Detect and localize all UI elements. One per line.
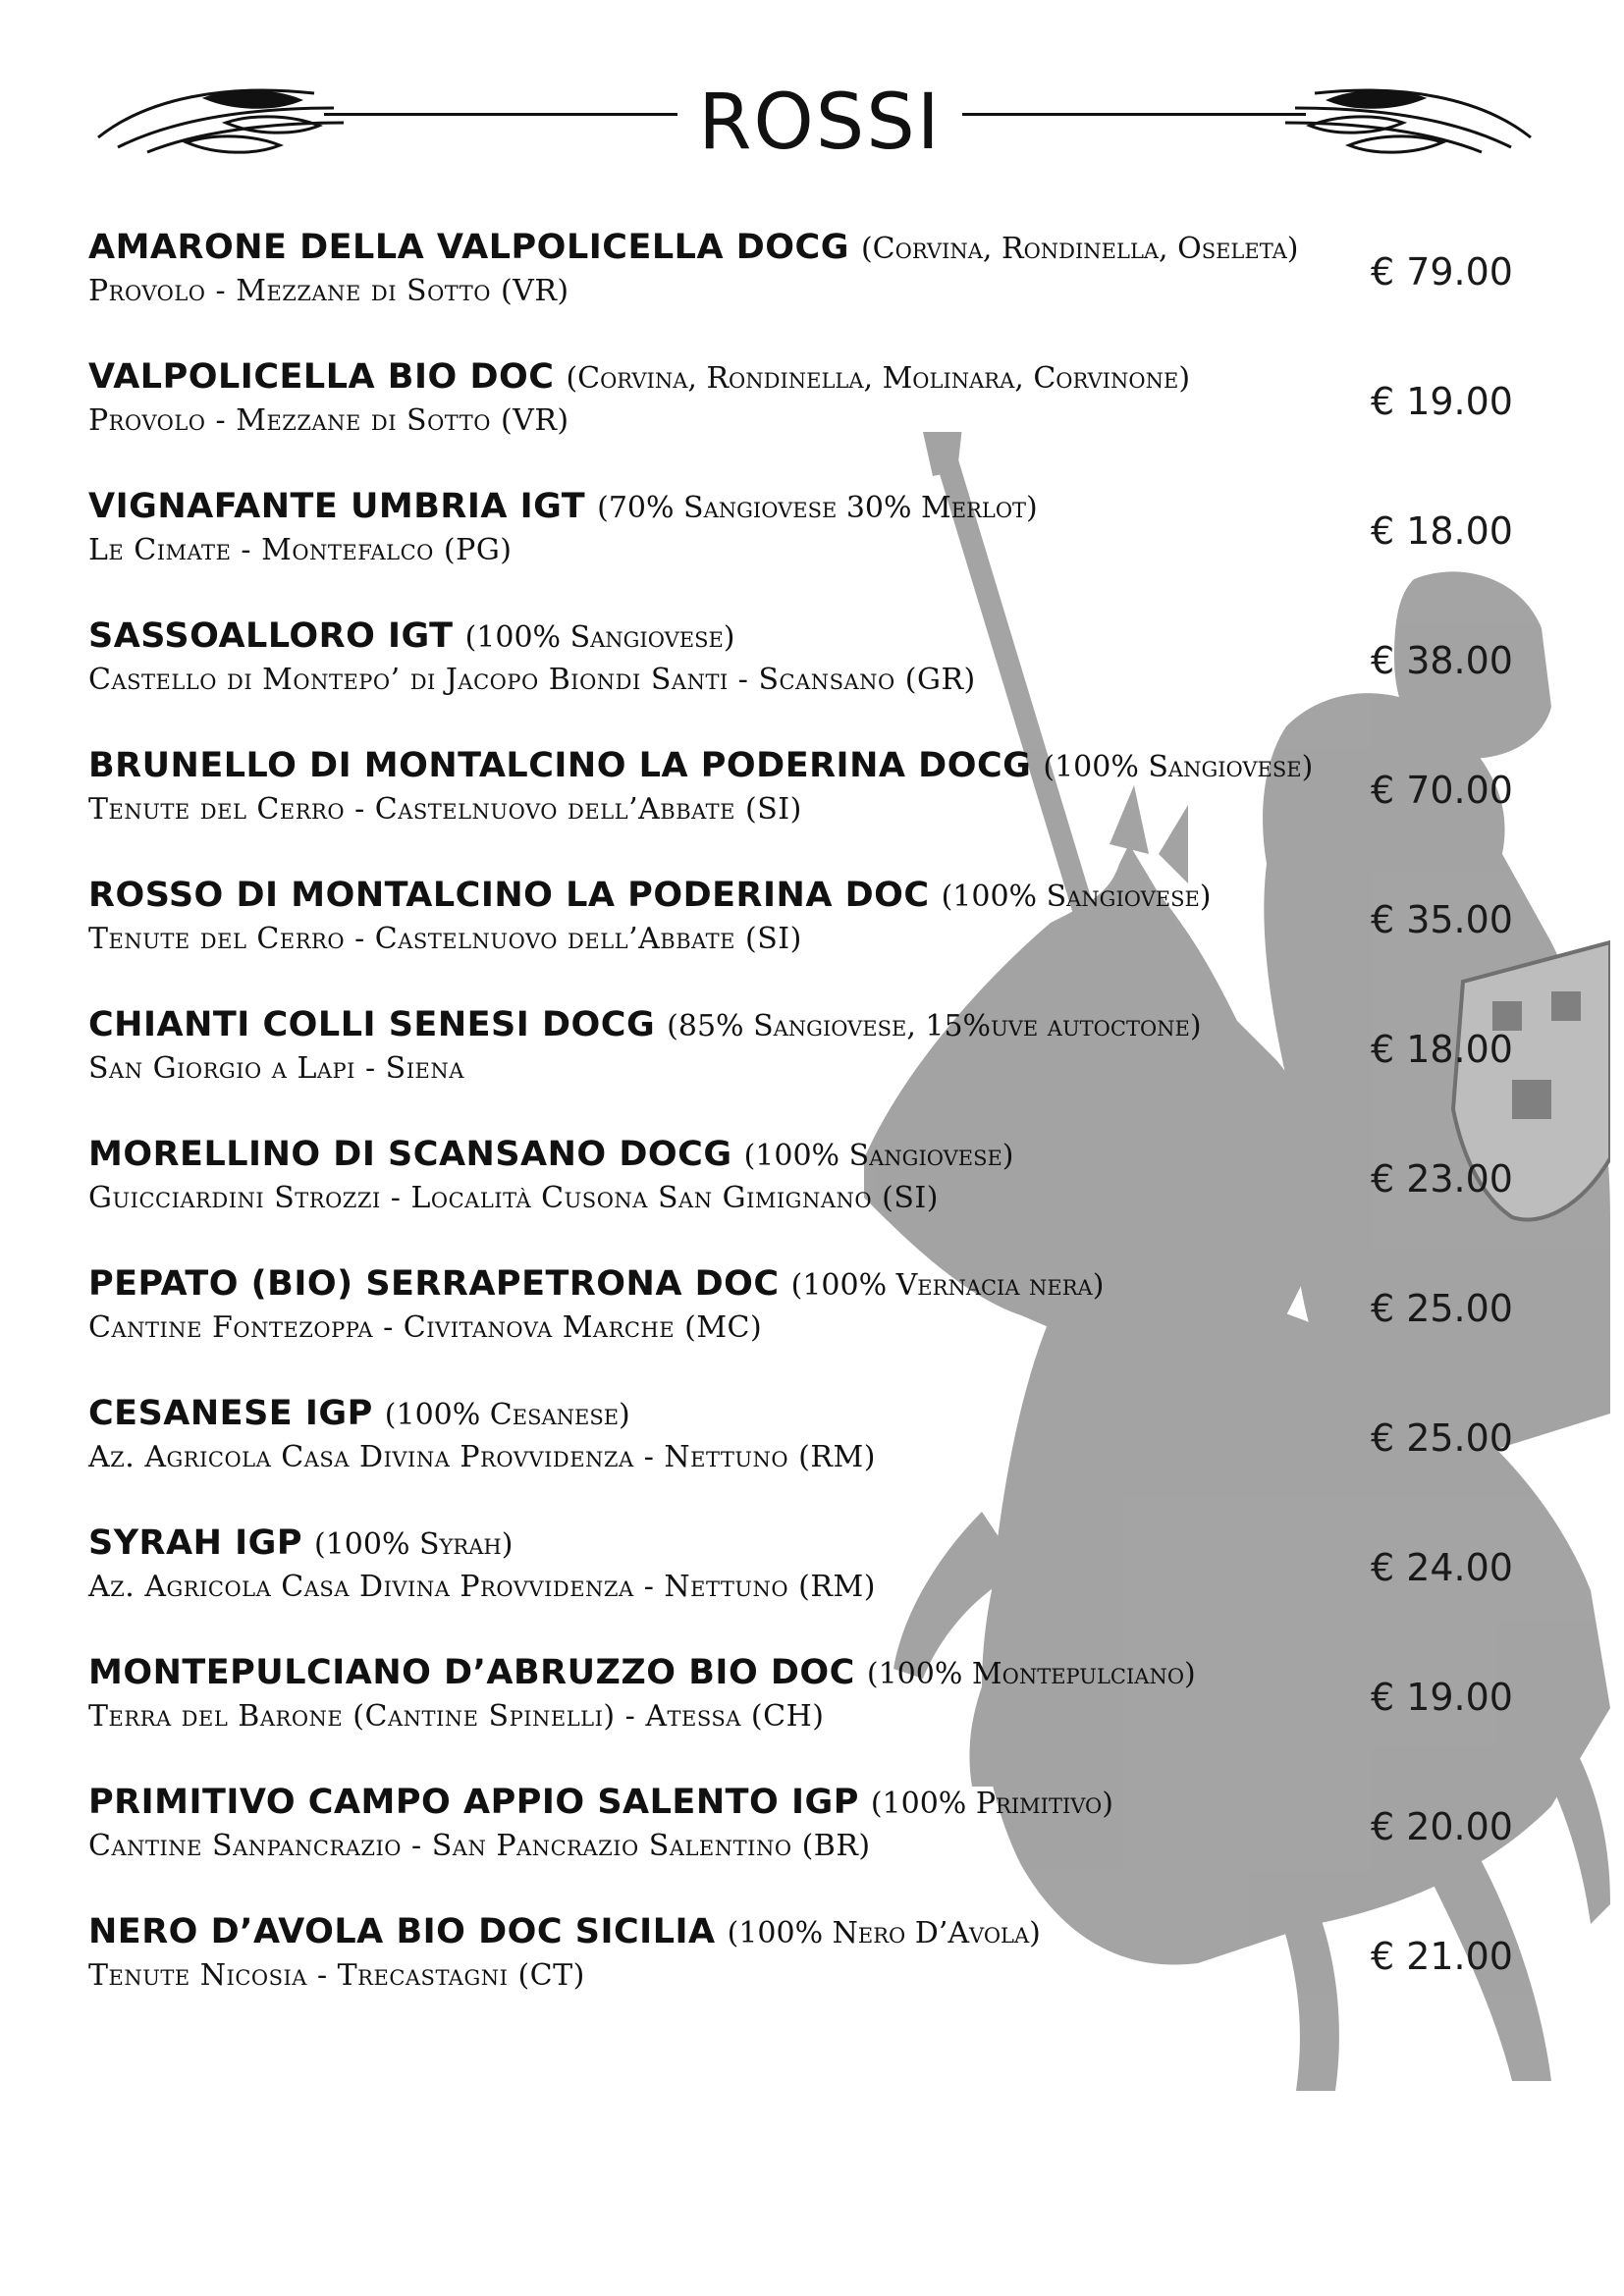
wine-price bbox=[1371, 1932, 1513, 1981]
wine-producer: Le Cimate - Montefalco (PG) bbox=[88, 533, 513, 567]
wine-grapes: (100% Primitivo) bbox=[870, 1787, 1113, 1821]
wine-producer: San Giorgio a Lapi - Siena bbox=[88, 1051, 464, 1086]
list-item bbox=[0, 1384, 1624, 1502]
list-item bbox=[0, 607, 1624, 724]
wine-grapes: (Corvina, Rondinella, Molinara, Corvinone) bbox=[566, 361, 1191, 396]
wine-price bbox=[1371, 1154, 1513, 1203]
wine-name: CHIANTI COLLI SENESI DOCG bbox=[88, 1005, 656, 1044]
wine-price bbox=[1371, 1543, 1513, 1592]
wine-price bbox=[1371, 1802, 1513, 1851]
currency-symbol: € bbox=[1371, 1287, 1395, 1330]
currency-symbol: € bbox=[1371, 1157, 1395, 1201]
wine-name: AMARONE DELLA VALPOLICELLA DOCG bbox=[88, 228, 849, 267]
list-item bbox=[0, 736, 1624, 854]
wine-name: MORELLINO DI SCANSANO DOCG bbox=[88, 1135, 732, 1174]
price-value: 38.00 bbox=[1406, 639, 1513, 682]
price-value: 70.00 bbox=[1406, 769, 1513, 812]
header bbox=[0, 69, 1624, 177]
wine-grapes: (100% Sangiovese) bbox=[743, 1139, 1014, 1173]
currency-symbol: € bbox=[1371, 1546, 1395, 1589]
wine-title-line bbox=[88, 485, 1038, 530]
wine-grapes: (100% Vernacia nera) bbox=[790, 1268, 1105, 1303]
currency-symbol: € bbox=[1371, 509, 1395, 553]
wine-producer: Castello di Montepo’ di Jacopo Biondi Santi - Scansano (GR) bbox=[88, 663, 976, 697]
wine-producer: Guicciardini Strozzi - Località Cusona San Gimignano (SI) bbox=[88, 1181, 939, 1215]
wine-producer: Az. Agricola Casa Divina Provvidenza - Nettuno (RM) bbox=[88, 1570, 876, 1604]
leaf-ornament-left-icon bbox=[88, 79, 353, 167]
price-value: 25.00 bbox=[1406, 1416, 1513, 1460]
list-item bbox=[0, 1125, 1624, 1243]
price-value: 19.00 bbox=[1406, 1676, 1513, 1719]
wine-title-line bbox=[88, 1522, 513, 1567]
title-rule-right bbox=[962, 113, 1306, 116]
wine-name: ROSSO DI MONTALCINO LA PODERINA DOC bbox=[88, 876, 930, 915]
wine-name: VIGNAFANTE UMBRIA IGT bbox=[88, 487, 586, 526]
currency-symbol: € bbox=[1371, 1676, 1395, 1719]
currency-symbol: € bbox=[1371, 1416, 1395, 1460]
currency-symbol: € bbox=[1371, 898, 1395, 941]
wine-name: MONTEPULCIANO D’ABRUZZO BIO DOC bbox=[88, 1653, 855, 1692]
list-item bbox=[0, 347, 1624, 465]
wine-producer: Tenute del Cerro - Castelnuovo dell’Abbate (SI) bbox=[88, 792, 802, 827]
wine-producer: Cantine Sanpancrazio - San Pancrazio Salentino (BR) bbox=[88, 1829, 871, 1863]
wine-title-line bbox=[88, 1910, 1041, 1955]
wine-grapes: (70% Sangiovese 30% Merlot) bbox=[597, 491, 1038, 525]
wine-price bbox=[1371, 1414, 1513, 1463]
title-rule-left bbox=[324, 113, 677, 116]
wine-grapes: (100% Montepulciano) bbox=[866, 1657, 1196, 1691]
wine-title-line bbox=[88, 1262, 1104, 1308]
wine-price bbox=[1371, 766, 1513, 815]
currency-symbol: € bbox=[1371, 250, 1395, 294]
price-value: 21.00 bbox=[1406, 1935, 1513, 1978]
wine-title-line bbox=[88, 614, 735, 660]
price-value: 23.00 bbox=[1406, 1157, 1513, 1201]
price-value: 18.00 bbox=[1406, 1028, 1513, 1071]
wine-grapes: (100% Sangiovese) bbox=[464, 620, 735, 655]
wine-name: PRIMITIVO CAMPO APPIO SALENTO IGP bbox=[88, 1783, 859, 1822]
wine-price bbox=[1371, 1025, 1513, 1074]
wine-producer: Tenute del Cerro - Castelnuovo dell’Abbate (SI) bbox=[88, 922, 802, 956]
wine-producer: Provolo - Mezzane di Sotto (VR) bbox=[88, 274, 569, 308]
wine-price bbox=[1371, 507, 1513, 556]
wine-grapes: (85% Sangiovese, 15%uve autoctone) bbox=[667, 1009, 1202, 1043]
wine-title-line bbox=[88, 1781, 1113, 1826]
wine-price bbox=[1371, 636, 1513, 685]
wine-title-line bbox=[88, 874, 1212, 919]
list-item bbox=[0, 1902, 1624, 2020]
wine-price bbox=[1371, 1673, 1513, 1722]
list-item bbox=[0, 1773, 1624, 1891]
leaf-ornament-right-icon bbox=[1275, 79, 1541, 167]
currency-symbol: € bbox=[1371, 380, 1395, 423]
wine-name: CESANESE IGP bbox=[88, 1394, 373, 1433]
wine-title-line bbox=[88, 744, 1313, 789]
currency-symbol: € bbox=[1371, 1805, 1395, 1848]
wine-price bbox=[1371, 247, 1513, 296]
wine-grapes: (100% Sangiovese) bbox=[941, 880, 1212, 914]
wine-price bbox=[1371, 895, 1513, 944]
wine-producer: Tenute Nicosia - Trecastagni (CT) bbox=[88, 1958, 585, 1993]
wine-grapes: (100% Cesanese) bbox=[384, 1398, 630, 1432]
price-value: 25.00 bbox=[1406, 1287, 1513, 1330]
wine-grapes: (Corvina, Rondinella, Oseleta) bbox=[860, 232, 1299, 266]
page-title: ROSSI bbox=[698, 79, 942, 167]
price-value: 24.00 bbox=[1406, 1546, 1513, 1589]
list-item bbox=[0, 1643, 1624, 1761]
price-value: 19.00 bbox=[1406, 380, 1513, 423]
currency-symbol: € bbox=[1371, 1028, 1395, 1071]
wine-name: VALPOLICELLA BIO DOC bbox=[88, 357, 555, 397]
wine-title-line bbox=[88, 1392, 630, 1437]
price-value: 20.00 bbox=[1406, 1805, 1513, 1848]
list-item bbox=[0, 477, 1624, 595]
wine-title-line bbox=[88, 226, 1298, 271]
wine-name: SYRAH IGP bbox=[88, 1523, 302, 1563]
wine-price bbox=[1371, 377, 1513, 426]
wine-producer: Az. Agricola Casa Divina Provvidenza - Nettuno (RM) bbox=[88, 1440, 876, 1474]
wine-title-line bbox=[88, 1651, 1196, 1696]
wine-producer: Terra del Barone (Cantine Spinelli) - Atessa (CH) bbox=[88, 1699, 825, 1734]
list-item bbox=[0, 995, 1624, 1113]
wine-title-line bbox=[88, 355, 1190, 400]
wine-title-line bbox=[88, 1003, 1202, 1048]
wine-grapes: (100% Sangiovese) bbox=[1043, 750, 1314, 784]
wine-price bbox=[1371, 1284, 1513, 1333]
price-value: 18.00 bbox=[1406, 509, 1513, 553]
wine-name: BRUNELLO DI MONTALCINO LA PODERINA DOCG bbox=[88, 746, 1032, 785]
list-item bbox=[0, 1255, 1624, 1372]
wine-name: PEPATO (BIO) SERRAPETRONA DOC bbox=[88, 1264, 780, 1304]
wine-producer: Cantine Fontezoppa - Civitanova Marche (MC) bbox=[88, 1310, 763, 1345]
currency-symbol: € bbox=[1371, 1935, 1395, 1978]
wine-name: NERO D’AVOLA BIO DOC SICILIA bbox=[88, 1912, 716, 1951]
list-item bbox=[0, 218, 1624, 336]
price-value: 35.00 bbox=[1406, 898, 1513, 941]
currency-symbol: € bbox=[1371, 769, 1395, 812]
currency-symbol: € bbox=[1371, 639, 1395, 682]
wine-grapes: (100% Syrah) bbox=[313, 1527, 514, 1562]
wine-name: SASSOALLORO IGT bbox=[88, 616, 454, 656]
wine-producer: Provolo - Mezzane di Sotto (VR) bbox=[88, 403, 569, 438]
list-item bbox=[0, 1514, 1624, 1631]
wine-grapes: (100% Nero D’Avola) bbox=[727, 1916, 1041, 1950]
list-item bbox=[0, 866, 1624, 984]
price-value: 79.00 bbox=[1406, 250, 1513, 294]
wine-title-line bbox=[88, 1133, 1014, 1178]
